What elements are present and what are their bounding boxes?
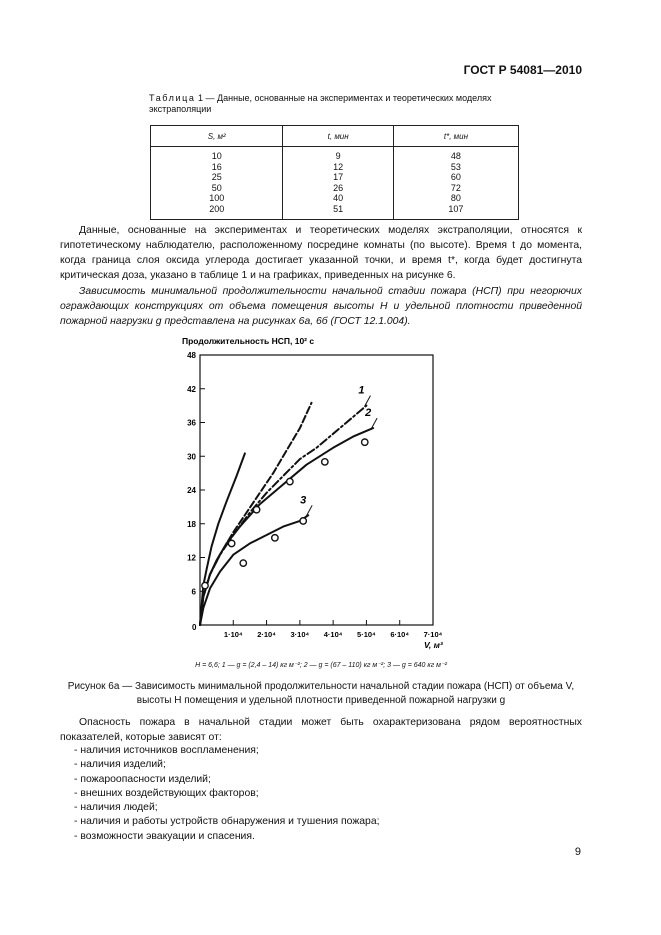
chart-origin-label: 0 — [192, 623, 197, 632]
factor-list — [74, 744, 380, 844]
x-tick-label: 7·10⁴ — [423, 630, 443, 639]
table-row: 25 17 60 — [151, 172, 519, 183]
data-point-marker — [300, 518, 306, 524]
curve-series-2 — [200, 428, 373, 625]
data-point-marker — [272, 535, 278, 541]
table-row: 10 9 48 — [151, 147, 519, 162]
standard-header: ГОСТ Р 54081—2010 — [463, 63, 582, 77]
x-tick-label: 2·10⁴ — [257, 630, 276, 639]
table-row: 200 51 107 — [151, 204, 519, 219]
data-point-marker — [228, 540, 234, 546]
x-tick-label: 4·10⁴ — [323, 630, 343, 639]
col-header-tstar: t*, мин — [393, 126, 518, 147]
table-row: 16 12 53 — [151, 162, 519, 173]
table-row: 100 40 80 — [151, 193, 519, 204]
data-point-marker — [362, 439, 368, 445]
data-point-marker — [240, 560, 246, 566]
x-tick-label: 1·10⁴ — [223, 630, 243, 639]
x-tick-label: 5·10⁴ — [357, 630, 376, 639]
curve-label-2: 2 — [365, 407, 372, 420]
data-point-marker — [202, 582, 208, 588]
y-tick-label: 6 — [191, 587, 196, 597]
data-point-marker — [253, 506, 259, 512]
y-tick-label: 48 — [187, 351, 196, 360]
list-item: - возможности эвакуации и спасения. — [74, 830, 380, 844]
page-number: 9 — [574, 846, 581, 858]
list-item: - наличия людей; — [74, 801, 380, 815]
paragraph-data-description: Данные, основанные на экспериментах и теоретических моделях экстраполяции, относятся к гипотетическому наблюдателю, расположенному посредине комнаты (по высоте). Время t до момента, когда граница слоя оксида углерода достигает указанной точки, и время t*, когда будет достигнута критическая доза, указано в таблице 1 и на графиках, приведенных на рисунке 6. — [60, 225, 582, 281]
list-item: - наличия источников воспламенения; — [74, 744, 380, 758]
figure-caption-line-2: высоты H помещения и удельной плотности приведенной пожарной нагрузки g — [136, 695, 506, 706]
paragraph-nsp-dependence: Зависимость минимальной продолжительности начальной стадии пожара (НСП) при негорючих ограждающих конструкциях от объема помещения высоты H и удельной плотности приведенной пожарной нагрузки g представлена на рисунках 6а, 6б (ГОСТ 12.1.004). — [60, 286, 582, 327]
curve-label-leader — [306, 505, 312, 516]
y-tick-label: 42 — [187, 384, 196, 394]
paragraph-fire-hazard: Опасность пожара в начальной стадии может быть охарактеризована рядом вероятностных показателей, которые зависят от: — [60, 717, 582, 743]
table-caption-text: 1 — Данные, основанные на экспериментах и теоретических моделях экстраполяции — [149, 93, 492, 114]
y-tick-label: 30 — [187, 452, 196, 462]
list-item: - пожароопасности изделий; — [74, 773, 380, 787]
x-tick-label: 3·10⁴ — [290, 630, 310, 639]
x-tick-label: 6·10⁴ — [390, 630, 410, 639]
chart-plot-frame — [200, 355, 433, 625]
figure-caption — [60, 680, 582, 708]
y-tick-label: 18 — [187, 519, 196, 529]
table-caption-label: Таблица — [149, 93, 196, 103]
curve-label-1: 1 — [358, 384, 365, 397]
list-item: - внешних воздействующих факторов; — [74, 787, 380, 801]
list-item: - наличия и работы устройств обнаружения и тушения пожара; — [74, 815, 380, 829]
y-tick-label: 36 — [187, 418, 196, 428]
data-point-marker — [287, 478, 293, 484]
curve-label-leader — [371, 418, 377, 429]
curve-series-1 — [200, 406, 366, 625]
curve-label-3: 3 — [300, 494, 307, 507]
nsp-duration-chart — [172, 330, 472, 660]
y-tick-label: 12 — [187, 553, 196, 563]
list-item: - наличия изделий; — [74, 758, 380, 772]
curve-series-unlabeled-4 — [200, 403, 312, 625]
col-header-s: S, м² — [151, 126, 283, 147]
col-header-t: t, мин — [283, 126, 393, 147]
data-table — [150, 125, 519, 220]
table-caption — [149, 93, 529, 115]
curve-label-leader — [364, 396, 370, 407]
y-tick-label: 24 — [187, 486, 196, 495]
chart-y-axis-label: Продолжительность НСП, 10² с — [182, 336, 315, 346]
data-point-marker — [322, 459, 328, 465]
chart-x-axis-label: V, м³ — [424, 640, 443, 650]
table-row: 50 26 72 — [151, 183, 519, 194]
figure-caption-line-1: Рисунок 6а — Зависимость минимальной продолжительности начальной стадии пожара (НСП) от объема V, — [67, 681, 575, 692]
chart-legend: H = 6,6; 1 — g = (2,4 – 14) кг м⁻²; 2 — g = (67 – 110) кг м⁻²; 3 — g = 640 кг м⁻² — [195, 662, 447, 669]
